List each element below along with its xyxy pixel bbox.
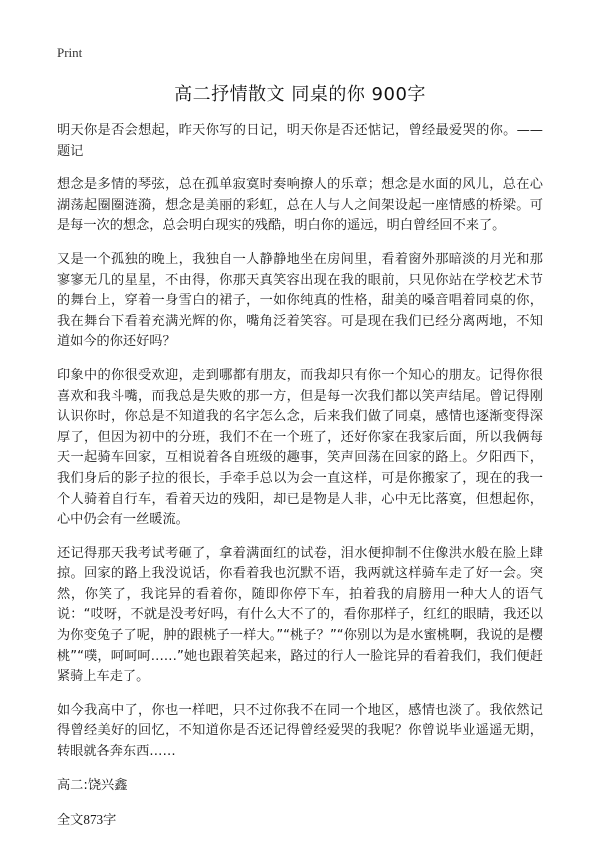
- print-link[interactable]: Print: [57, 45, 83, 60]
- article-body: [57, 121, 543, 845]
- paragraph-epigraph: 明天你是否会想起，昨天你写的日记，明天你是否还惦记，曾经最爱哭的你。——题记: [57, 123, 543, 159]
- paragraph: 想念是多情的琴弦，总在孤单寂寞时奏响撩人的乐章；想念是水面的风儿，总在心湖荡起圈圈涟漪，想念是美丽的彩虹，总在人与人之间架设起一座情感的桥梁。可是每一次的想念，总会明白现实的残酷，明白你的遥远，明白曾经回不来了。: [57, 177, 543, 234]
- paragraph: 还记得那天我考试考砸了，拿着满面红的试卷，泪水便抑制不住像洪水般在脸上肆掠。回家的路上我没说话，你看着我也沉默不语，我两就这样骑车走了好一会。突然，你笑了，我诧异的看着你，随即你停下车，拍着我的肩膀用一种大人的语气说：“哎呀，不就是没考好吗，有什么大不了的，看你那样子，红红的眼睛，我还以为你变兔子了呢，肿的跟桃子一样大。”“桃子？”“你别以为是水蜜桃啊，我说的是樱桃”“噗，呵呵呵……”她也跟着笑起来，路过的行人一脸诧异的看着我们，我们便赶紧骑上车走了。: [57, 545, 543, 685]
- word-count: 全文873字: [57, 812, 117, 828]
- paragraph: 印象中的你很受欢迎，走到哪都有朋友，而我却只有你一个知心的朋友。记得你很喜欢和我斗嘴，而我总是失败的那一方，但是每一次我们都以笑声结尾。曾记得刚认识你时，你总是不知道我的名字怎么念，后来我们做了同桌，感情也逐渐变得深厚了，但因为初中的分班，我们不在一个班了，还好你家在我家后面，所以我俩每天一起骑车回家，互相说着各自班级的趣事，笑声回荡在回家的路上。夕阳西下，我们身后的影子拉的很长，手牵手总以为会一直这样，可是你搬家了，现在的我一个人骑着自行车，看着天边的残阳，却已是物是人非，心中无比落寞，但想起你，心中仍会有一丝暖流。: [57, 367, 543, 528]
- author-line: 高二:饶兴鑫: [57, 777, 128, 793]
- paragraph: 如今我高中了，你也一样吧，只不过你我不在同一个地区，感情也淡了。我依然记得曾经美好的回忆，不知道你是否还记得曾经爱哭的我呢？你曾说毕业遥遥无期，转眼就各奔东西……: [57, 702, 543, 760]
- paragraph: 又是一个孤独的晚上，我独自一人静静地坐在房间里，看着窗外那暗淡的月光和那寥寥无几的星星，不由得，你那天真笑容出现在我的眼前，只见你站在学校艺术节的舞台上，穿着一身雪白的裙子，一如你纯真的性格，甜美的嗓音唱着同桌的你，我在舞台下看着充满光辉的你，嘴角泛着笑容。可是现在我们已经分离两地，不知道如今的你还好吗？: [57, 251, 543, 350]
- page-title: 高二抒情散文 同桌的你 900字: [174, 84, 426, 105]
